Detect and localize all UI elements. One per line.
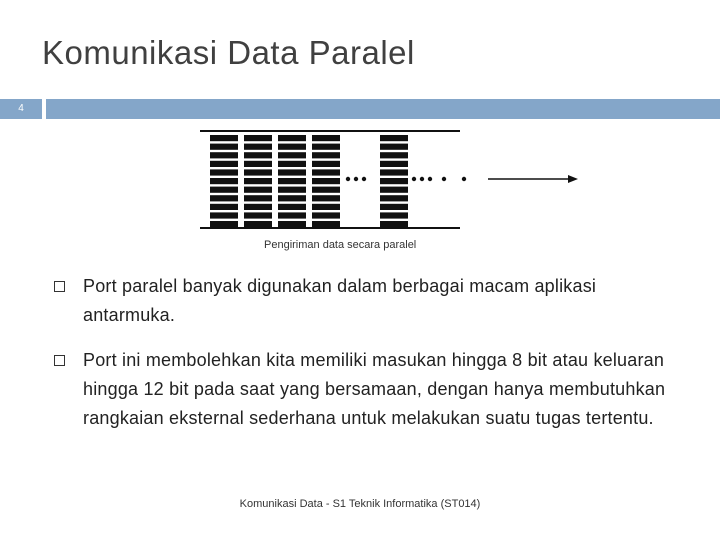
bullet-text: Port ini membolehkan kita memiliki masukan hingga 8 bit atau keluaran hingga 12 bit pada saat yang bersamaan, dengan hanya membutuhkan rangkaian eksternal sederhana untuk melakukan suatu tugas tertentu. [83,350,666,428]
bullet-list [52,272,692,449]
slide-footer: Komunikasi Data - S1 Teknik Informatika (ST014) [239,498,481,510]
square-bullet-icon [54,355,65,366]
bullet-item [52,346,692,433]
parallel-transmission-diagram [196,128,586,238]
header-accent-bar [46,99,720,119]
data-frame [278,135,306,227]
data-frame [380,135,408,227]
data-frames [210,135,408,227]
figure-caption: Pengiriman data secara paralel [264,239,417,251]
bullet-item [52,272,692,330]
data-frame [244,135,272,227]
slide-number: 4 [18,103,24,114]
data-frame [210,135,238,227]
slide-title: Komunikasi Data Paralel [42,34,415,71]
data-frame [312,135,340,227]
direction-arrowhead [568,175,578,183]
square-bullet-icon [54,281,65,292]
bullet-text: Port paralel banyak digunakan dalam berbagai macam aplikasi antarmuka. [83,276,597,325]
